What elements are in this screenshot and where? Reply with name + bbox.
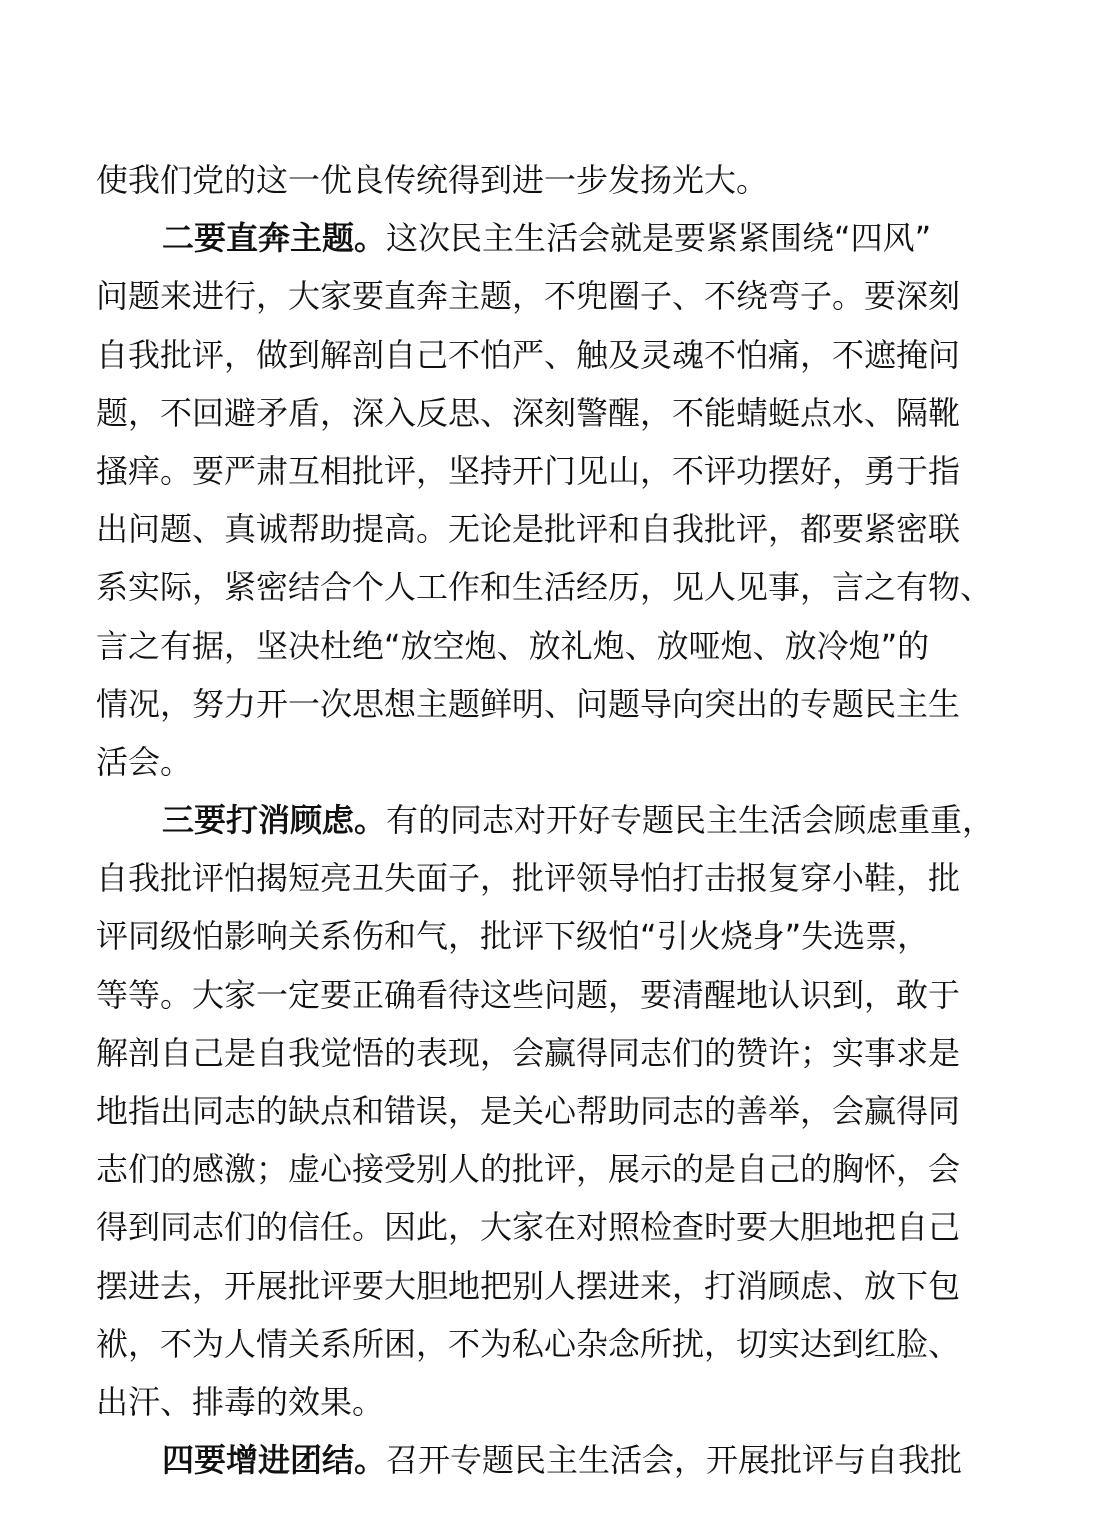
text-run: 这次民主生活会就是要紧紧围绕“四风”: [386, 219, 932, 258]
text-line: 活会。: [96, 742, 193, 781]
text-line: 言之有据，坚决杜绝“放空炮、放礼炮、放哑炮、放冷炮”的: [96, 626, 930, 665]
text-line: 出问题、真诚帮助提高。无论是批评和自我批评，都要紧密联: [96, 510, 961, 549]
text-line: 情况，努力开一次思想主题鲜明、问题导向突出的专题民主生: [96, 684, 961, 723]
paragraph-four: [96, 1431, 1036, 1489]
text-line: 系实际，紧密结合个人工作和生活经历，见人见事，言之有物、: [96, 568, 993, 607]
document-page: [96, 151, 1036, 1489]
text-line: 得到同志们的信任。因此，大家在对照检查时要大胆地把自己: [96, 1208, 961, 1247]
text-line: 评同级怕影响关系伤和气，批评下级怕“引火烧身”失选票，: [96, 917, 930, 956]
text-run: 有的同志对开好专题民主生活会顾虑重重，: [386, 801, 995, 840]
text-run: 召开专题民主生活会，开展批评与自我批: [386, 1441, 963, 1480]
paragraph-lead-heading: 二要直奔主题。: [162, 219, 387, 258]
text-line: 摆进去，开展批评要大胆地把别人摆进来，打消顾虑、放下包: [96, 1266, 961, 1305]
text-line: 出汗、排毒的效果。: [96, 1382, 385, 1421]
text-line: 地指出同志的缺点和错误，是关心帮助同志的善举，会赢得同: [96, 1092, 961, 1130]
text-line: 搔痒。要严肃互相批评，坚持开门见山，不评功摆好，勇于指: [96, 451, 961, 490]
text-line: 解剖自己是自我觉悟的表现，会赢得同志们的赞许；实事求是: [96, 1033, 961, 1072]
text-line: 题，不回避矛盾，深入反思、深刻警醒，不能蜻蜓点水、隔靴: [96, 393, 961, 432]
text-line: 问题来进行，大家要直奔主题，不兜圈子、不绕弯子。要深刻: [96, 277, 961, 316]
text-line: 志们的感激；虚心接受别人的批评，展示的是自己的胸怀，会: [96, 1150, 961, 1189]
text-line: 袱，不为人情关系所困，不为私心杂念所扰，切实达到红脸、: [96, 1324, 961, 1363]
text-line: 自我批评怕揭短亮丑失面子，批评领导怕打击报复穿小鞋，批: [96, 859, 961, 898]
text-line: 等等。大家一定要正确看待这些问题，要清醒地认识到，敢于: [96, 975, 961, 1014]
text-line: 使我们党的这一优良传统得到进一步发扬光大。: [96, 161, 769, 199]
text-line: [96, 209, 1036, 267]
paragraph-continuation: [96, 151, 1036, 209]
text-line: [96, 1431, 1036, 1489]
text-line: 自我批评，做到解剖自己不怕严、触及灵魂不怕痛，不遮掩问: [96, 335, 961, 374]
text-line: [96, 791, 1036, 849]
paragraph-lead-heading: 四要增进团结。: [162, 1441, 387, 1480]
paragraph-three: [96, 791, 1036, 1431]
paragraph-lead-heading: 三要打消顾虑。: [162, 801, 387, 840]
paragraph-two: [96, 209, 1036, 791]
